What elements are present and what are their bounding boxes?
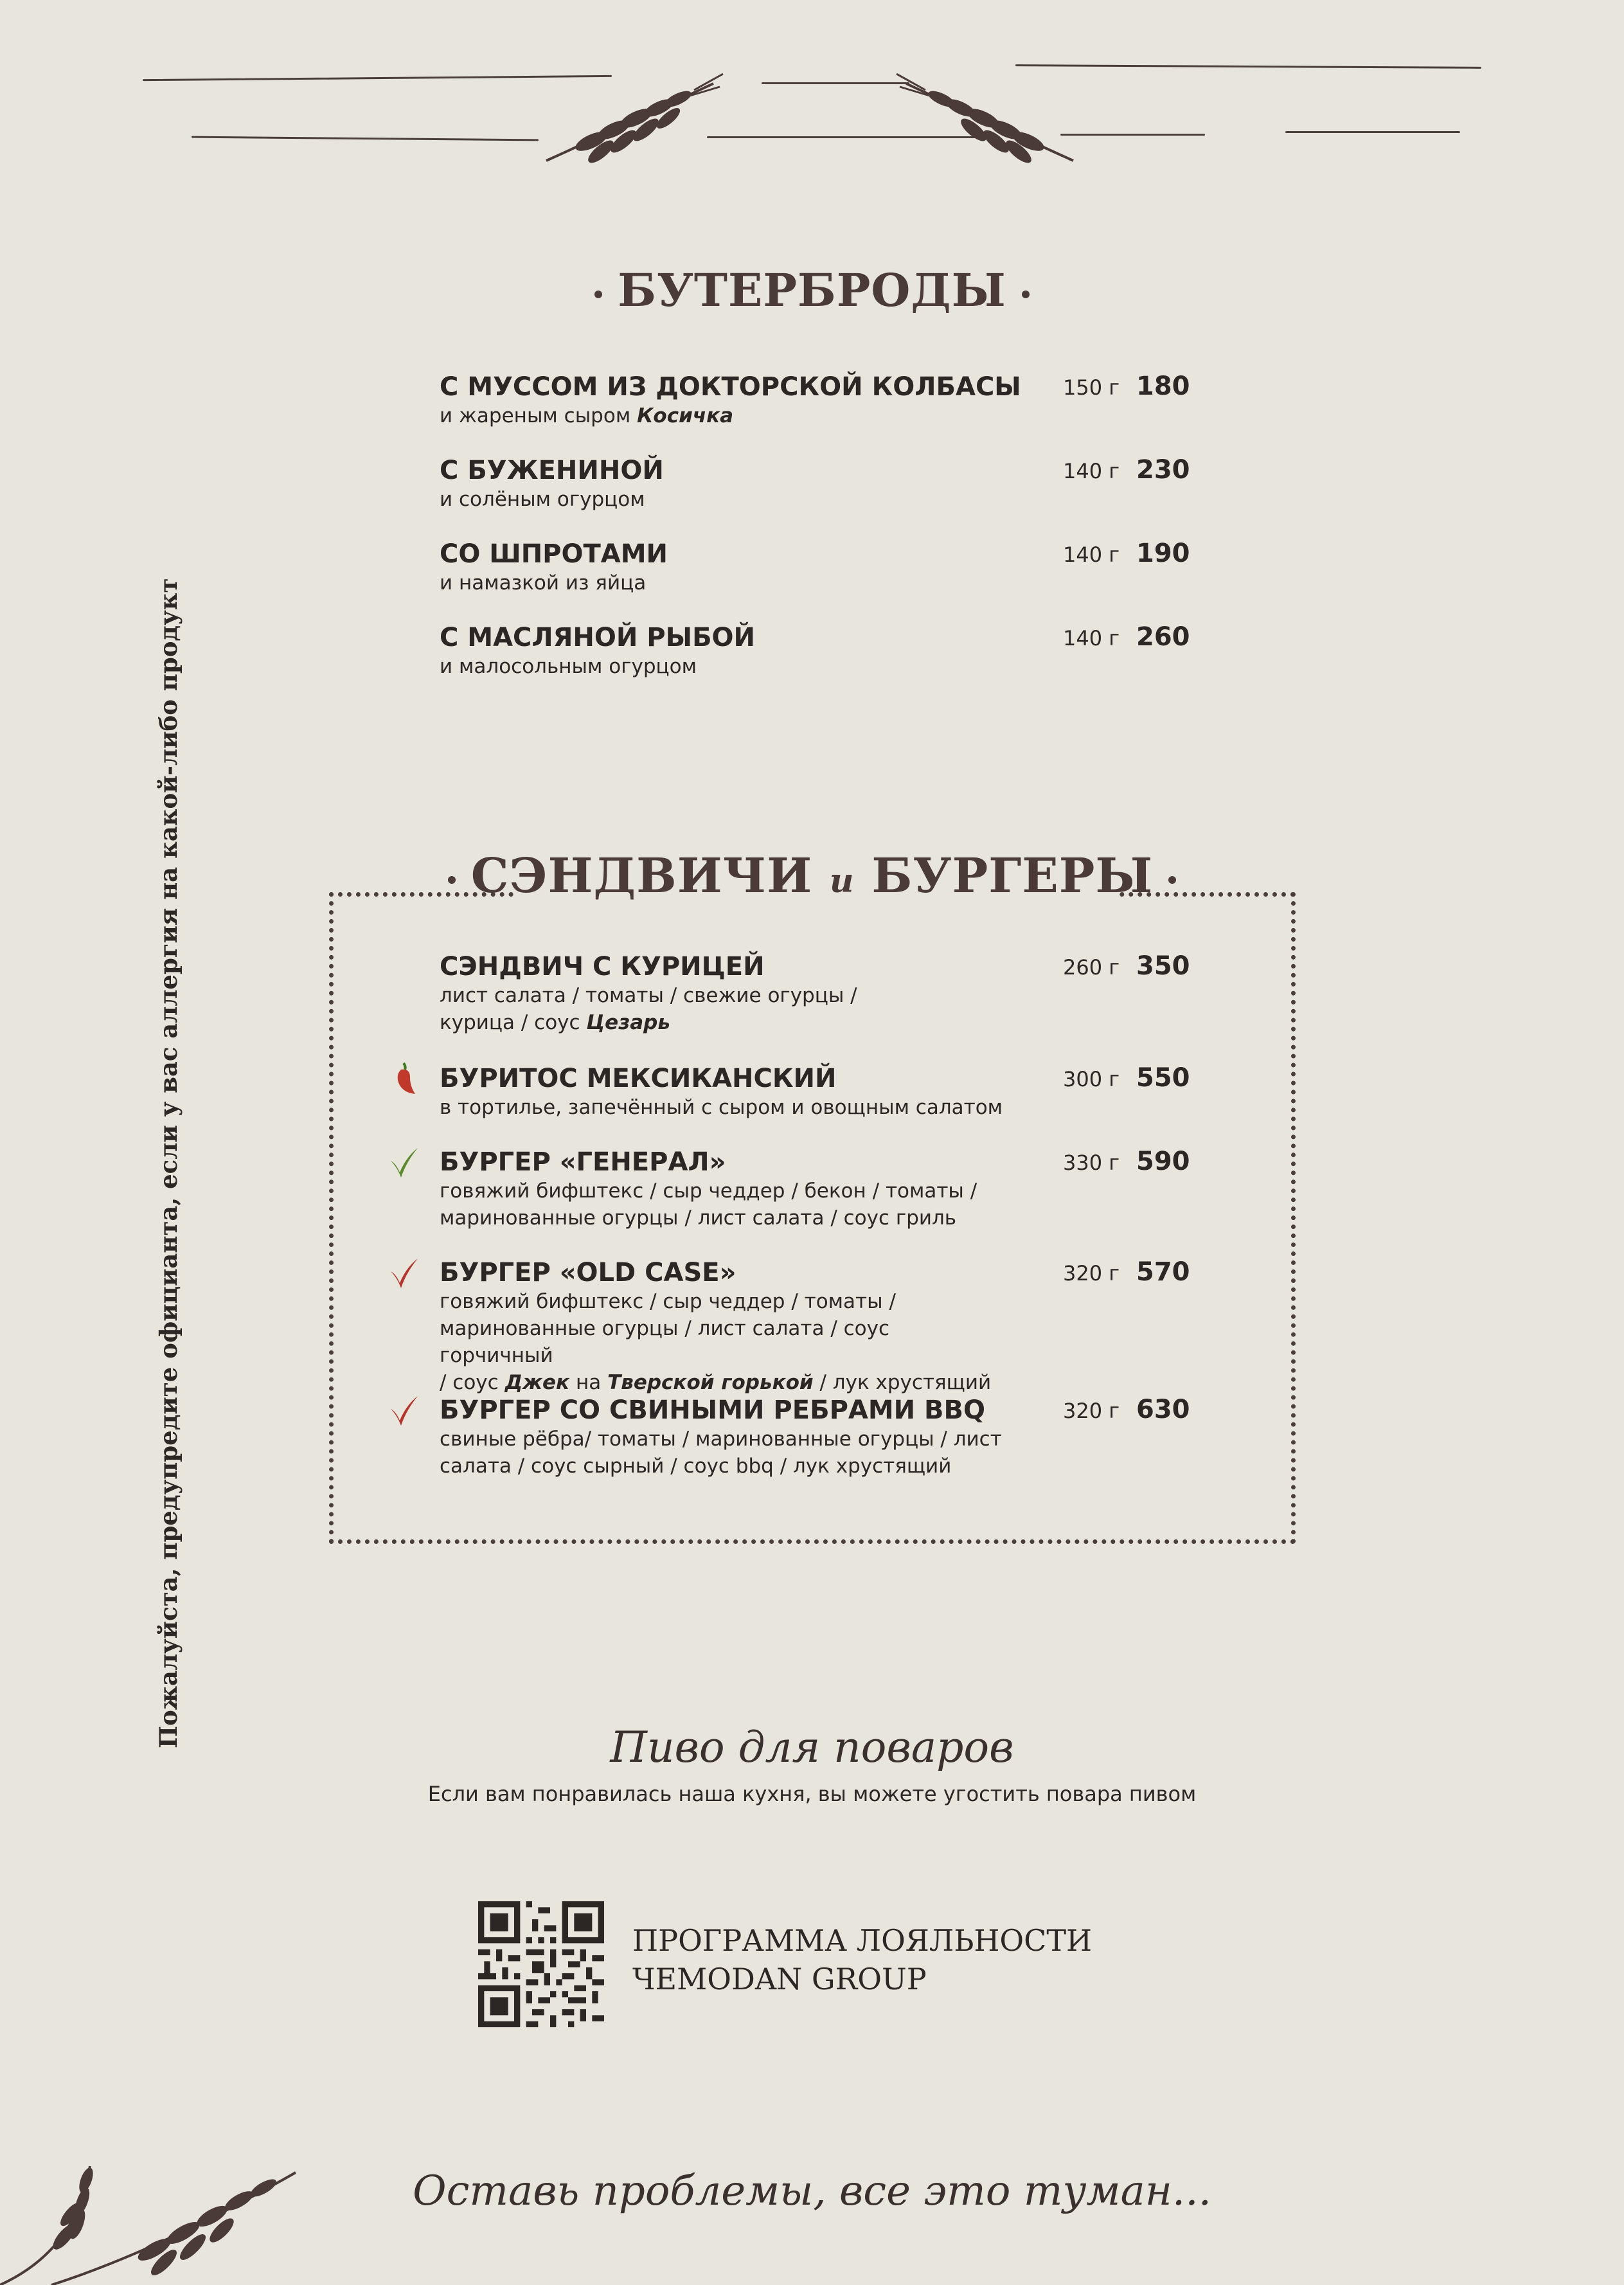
item-description [440,1288,1005,1396]
item-description [440,1178,1005,1232]
chili-pepper-icon [388,1061,420,1097]
item-name: БУРГЕР СО СВИНЫМИ РЕБРАМИ BBQ [440,1395,986,1425]
item-price: 630 [1136,1395,1190,1424]
item-weight: 140 г [1063,459,1120,483]
item-desc-line: говяжий бифштекс / сыр чеддер / томаты / [440,1290,896,1313]
item-desc-emphasis: Цезарь [586,1011,670,1034]
item-description: в тортилье, запечённый с сыром и овощным салатом [440,1096,1003,1119]
title-dot [594,291,602,298]
decorative-line [1015,64,1481,69]
decorative-line [192,136,539,141]
item-price: 180 [1136,372,1190,401]
item-description: и солёным огурцом [440,488,645,511]
item-desc-text: / соус [440,1371,505,1394]
item-desc-line: салата / соус сырный / соус bbq / лук хрустящий [440,1455,952,1478]
beer-text: Если вам понравилась наша кухня, вы можете угостить повара пивом [427,1782,1197,1806]
menu-item [440,1147,1191,1232]
item-name: С БУЖЕНИНОЙ [440,456,664,485]
item-name: СЭНДВИЧ С КУРИЦЕЙ [440,952,765,981]
item-desc-line: маринованные огурцы / лист салата / соус горчичный [440,1317,890,1367]
item-desc-line [440,1369,1005,1396]
menu-item [440,1395,1191,1480]
item-desc-text: на [569,1371,608,1394]
menu-item [440,1063,1191,1121]
item-desc-line: маринованные огурцы / лист салата / соус гриль [440,1206,957,1230]
item-description [440,402,1005,429]
item-weight: 140 г [1063,626,1120,650]
item-desc-line: говяжий бифштекс / сыр чеддер / бекон / томаты / [440,1179,977,1203]
section-title-text: БУТЕРБРОДЫ [618,264,1006,317]
item-desc-emphasis: Косичка [637,404,734,427]
item-desc-emphasis: Тверской горькой [607,1371,814,1394]
green-checkmark-icon [388,1144,420,1180]
item-desc-line: лист салата / томаты / свежие огурцы / [440,984,857,1007]
item-weight: 140 г [1063,542,1120,567]
item-weight: 300 г [1063,1067,1120,1091]
loyalty-line-2: ЧЕMODAN GROUP [632,1962,927,1996]
item-name: БУРГЕР «ГЕНЕРАЛ» [440,1147,726,1177]
item-description [440,982,1005,1036]
item-description: и малосольным огурцом [440,655,697,678]
section-title-text: СЭНДВИЧИ [470,848,813,904]
menu-item [440,1257,1191,1396]
decorative-line [1060,134,1205,136]
section-title-burgers [0,848,1624,904]
allergy-note: Пожалуйста, предупредите официанта, если у вас аллергия на какой-либо продукт [154,578,183,1748]
title-dot [1022,291,1030,298]
item-desc-text: / лук хрустящий [813,1371,992,1394]
menu-item [440,372,1191,429]
beer-title: Пиво для поваров [610,1723,1014,1772]
loyalty-line-1: ПРОГРАММА ЛОЯЛЬНОСТИ [632,1923,1093,1958]
title-dot [448,876,456,884]
item-name: С МУССОМ ИЗ ДОКТОРСКОЙ КОЛБАСЫ [440,372,1021,402]
red-checkmark-icon [388,1392,420,1428]
item-weight: 150 г [1063,375,1120,400]
section-title-conjunction: и [829,861,855,901]
menu-item [440,951,1191,1036]
item-price: 230 [1136,455,1190,485]
item-desc-text: и жареным сыром [440,404,638,427]
item-price: 570 [1136,1257,1190,1287]
item-desc-line: свиные рёбра/ томаты / маринованные огурцы / лист [440,1428,1002,1451]
item-description [440,1426,1005,1480]
item-weight: 320 г [1063,1399,1120,1423]
item-name: СО ШПРОТАМИ [440,539,668,569]
red-checkmark-icon [388,1255,420,1291]
item-weight: 320 г [1063,1261,1120,1286]
section-title-sandwiches [0,264,1624,317]
item-desc-line [440,1009,1005,1036]
item-price: 260 [1136,622,1190,652]
item-name: С МАСЛЯНОЙ РЫБОЙ [440,623,756,652]
menu-item [440,622,1191,680]
title-dot [1168,876,1176,884]
item-price: 350 [1136,951,1190,981]
section-title-text: БУРГЕРЫ [871,848,1154,904]
item-name: БУРИТОС МЕКСИКАНСКИЙ [440,1064,837,1093]
item-description: и намазкой из яйца [440,571,647,595]
wheat-icon [893,71,1080,167]
item-desc-text: курица / соус [440,1011,587,1034]
qr-code[interactable] [478,1901,604,2027]
menu-item [440,539,1191,596]
decorative-line [1285,131,1460,133]
decorative-line [762,82,909,84]
menu-item [440,455,1191,513]
item-desc-emphasis: Джек [504,1371,570,1394]
wheat-icon [540,71,726,167]
item-name: БУРГЕР «OLD CASE» [440,1258,736,1287]
item-price: 190 [1136,539,1190,568]
item-weight: 330 г [1063,1151,1120,1175]
footer-quote: Оставь проблемы, все это туман... [413,2167,1211,2215]
item-price: 590 [1136,1147,1190,1176]
item-weight: 260 г [1063,955,1120,980]
item-price: 550 [1136,1063,1190,1093]
